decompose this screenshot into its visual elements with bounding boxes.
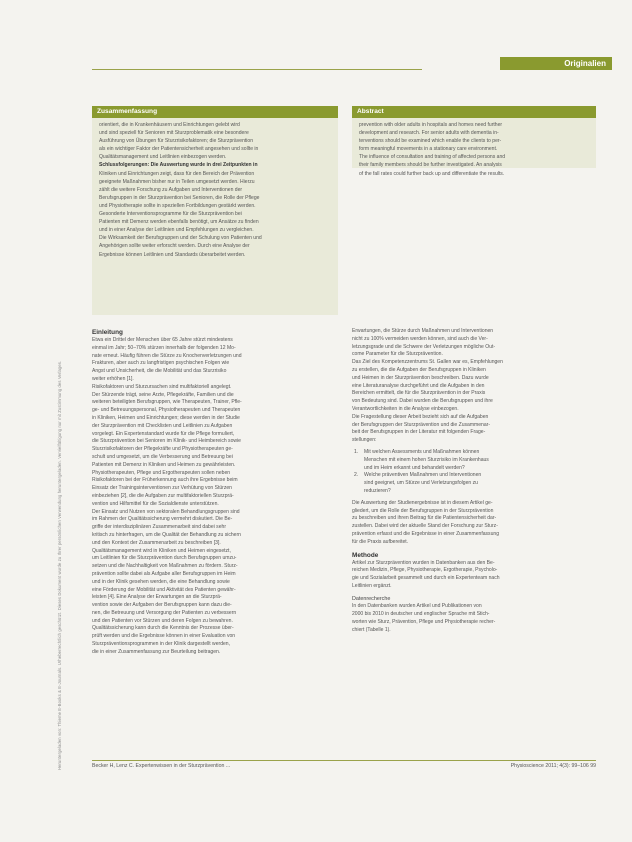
body-line: Erwartungen, die Stürze durch Maßnahmen und Interventionen: [352, 328, 494, 334]
body-line: nicht zu 100% vermeiden werden können, sind auch die Ver-: [352, 335, 488, 342]
left-column: [92, 328, 336, 657]
body-line: nate erneut. Häufig führen die Stürze zu Knochenverletzungen und: [92, 352, 242, 359]
body-line: Einsatz der Trainingsinterventionen zur Verhütung von Stürzen: [92, 485, 232, 492]
question-line: sind geeignet, um Stürze und Verletzungsfolgen zu: [364, 480, 478, 487]
zusammenfassung-body: [92, 118, 338, 315]
zusammenfassung-line: Qualitätsmanagement und Leitlinien einbezogen werden.: [99, 154, 227, 161]
abstract-line: prevention with older adults in hospitals and homes need further: [359, 122, 503, 128]
abstract-line: their family members should be further investigated. An analysis: [359, 162, 502, 169]
question-number: 1.: [354, 448, 359, 455]
zusammenfassung-line: Angehörigen sollte weiter erforscht werden. Durch eine Analyse der: [99, 243, 250, 250]
body-line: die Sturzprävention bei Senioren im Klinik- und Heimbereich sowie: [92, 438, 241, 445]
body-line: vention sowie der Aufgaben der Berufsgruppen kann dazu die-: [92, 602, 232, 609]
body-line: einmal im Jahr; 50–70% stürzen innerhalb der folgenden 12 Mo-: [92, 344, 236, 351]
body-line: Physiotherapeuten, Pflege und Ergotherapeuten sollen neben: [92, 469, 231, 476]
body-line: vorgelegt. Ein Expertenstandard wurde für die Pflege formuliert,: [92, 430, 235, 437]
body-line: Frakturen, aber auch zu langfristigen psychischen Folgen wie: [92, 360, 230, 367]
zusammenfassung-line: Berufsgruppen in der Sturzprävention bei Senioren, die Rolle der Pflege: [99, 194, 260, 201]
body-line: und den Kontext der Zusammenarbeit zu beschreiben [3].: [92, 539, 221, 546]
body-line: im Rahmen der Qualitätssicherung vermehrt diskutiert. Die Be-: [92, 516, 233, 523]
body-line: Qualitätsmanagement wird in Kliniken und Heimen eingesetzt,: [92, 547, 231, 554]
question-line: und im Heim erkannt und behandelt werden?: [364, 464, 465, 471]
question-line: reduzieren?: [364, 487, 391, 494]
datenrecherche-heading: Datenrecherche: [352, 595, 391, 602]
body-line: prävention erfasst und die Ergebnisse in einer Zusammenfassung: [352, 530, 500, 537]
zusammenfassung-line: und Physiotherapie sollte in speziellen Fortbildungen gestärkt werden.: [99, 202, 256, 209]
abstract-title: Abstract: [352, 106, 596, 118]
question-item: [352, 472, 596, 495]
body-line: Artikel zur Sturzprävention wurden in Datenbanken aus den Be-: [352, 559, 495, 566]
abstract-line: of the fall rates could further back up and differentiate the results.: [359, 170, 505, 177]
body-line: reichen Medizin, Pflege, Physiotherapie, Ergotherapie, Psycholo-: [352, 567, 498, 574]
abstract-line: development and research. For senior adults with dementia in-: [359, 130, 499, 137]
body-line: Angst und Unsicherheit, die die Mobilität und das Sturzrisiko: [92, 368, 227, 375]
question-text: [364, 472, 481, 495]
body-line: Verantwortlichkeiten in die Analyse einbezogen.: [352, 405, 459, 412]
body-line: vention und Hilfsmittel für die Sozialdienste unterstützen.: [92, 500, 219, 507]
body-line: zu beschreiben und ihren Beitrag für die Patientensicherheit dar-: [352, 515, 497, 522]
body-line: der Sturzprävention mit Checklisten und Leitlinien zu Aufgaben: [92, 422, 233, 429]
body-line: weiter erhöhen [1].: [92, 375, 134, 382]
body-line: leisten [4]. Eine Analyse der Erwartungen an die Sturzprä-: [92, 594, 222, 601]
body-line: in Kliniken, Heimen und Einrichtungen; diese werden in der Studie: [92, 414, 240, 421]
body-line: Sturzpräventionsprogrammen in der Klinik dargestellt werden,: [92, 641, 231, 648]
abstract-line: The influence of consultation and training of affected persons and: [359, 154, 506, 161]
zusammenfassung-line: Die Wirksamkeit der Berufsgruppen und der Schulung von Patienten und: [99, 235, 262, 242]
zusammenfassung-line: und sind speziell für Senioren mit Sturzproblematik eine besondere: [99, 130, 249, 137]
abstract-body: [352, 118, 596, 177]
body-line: und den Patienten vor Stürzen und deren Folgen zu bewahren.: [92, 617, 233, 624]
zusammenfassung-line: Patienten mit Demenz werden ebenfalls benötigt, um Ansätze zu finden: [99, 219, 259, 226]
body-line: Die Fragestellung dieser Arbeit bezieht sich auf die Aufgaben: [352, 413, 489, 420]
top-rule: [92, 69, 422, 70]
body-line: Bereichen ermittelt, die für die Sturzprävention in der Praxis: [352, 390, 486, 397]
body-line: In den Datenbanken wurden Artikel und Publikationen von: [352, 603, 482, 610]
question-item: [352, 449, 596, 472]
einleitung-heading: Einleitung: [92, 329, 123, 336]
body-line: chiert (Tabelle 1).: [352, 626, 391, 633]
body-line: zu erstellen, die die Aufgaben der Berufsgruppen in Kliniken: [352, 366, 486, 373]
body-line: Etwa ein Drittel der Menschen über 65 Jahre stürzt mindestens: [92, 337, 233, 343]
zusammenfassung-box: [92, 106, 338, 315]
footer-journal-page: Physioscience 2011; 4(3): 99–106 99: [510, 763, 596, 769]
question-line: Mit welchen Assessments und Maßnahmen können: [364, 448, 480, 455]
body-line: eine Förderung der Mobilität und Aktivität des Patienten gewähr-: [92, 586, 236, 593]
footer-citation: Becker H, Lenz C. Expertenwissen in der Sturzprävention ...: [92, 763, 231, 769]
body-line: Die Auswertung der Studienergebnisse ist in diesem Artikel ge-: [352, 499, 493, 506]
zusammenfassung-title: Zusammenfassung: [92, 106, 338, 118]
question-line: Menschen mit einem hohen Sturzrisiko im Krankenhaus: [364, 456, 489, 463]
question-text: [364, 449, 489, 472]
question-number: 2.: [354, 472, 359, 479]
body-line: und Heimen in der Sturzprävention beschreiben. Dazu wurde: [352, 374, 489, 381]
body-line: Risikofaktoren und Sturzursachen sind multifaktoriell angelegt.: [92, 383, 232, 390]
body-line: für die Praxis aufbereitet.: [352, 538, 409, 545]
body-line: eine Literaturanalyse durchgeführt und die Aufgaben in den: [352, 382, 485, 389]
body-line: Das Ziel des Kompetenzzentrums St. Gallen war es, Empfehlungen: [352, 359, 503, 366]
body-line: setzen und die Nachhaltigkeit von Maßnahmen zu fördern. Sturz-: [92, 563, 238, 570]
body-line: kritisch zu hinterfragen, um die Qualität der Behandlung zu sichern: [92, 531, 241, 538]
abstract-line: terventions should be examined which enable the clients to per-: [359, 138, 502, 145]
body-line: Sturzrisikofaktoren der Pflegekräfte und Physiotherapeuten ge-: [92, 446, 233, 453]
body-line: weiteren beteiligten Berufsgruppen, wie Therapeuten, Trainer, Pfle-: [92, 399, 242, 406]
body-line: nen, die Betreuung und Versorgung der Patienten zu verbessern: [92, 609, 237, 616]
body-line: letzungsgrade und die Schwere der Verletzungen mögliche Out-: [352, 343, 496, 350]
body-line: einbeziehen [2], die die Aufgaben zur multifaktoriellen Sturzprä-: [92, 492, 234, 499]
abstract-line: form meaningful movements in a stationary care environment.: [359, 146, 498, 153]
methode-heading: Methode: [352, 551, 379, 559]
body-line: zustellen. Dabei wird der aktuelle Stand der Forschung zur Sturz-: [352, 523, 498, 530]
body-line: Der Stürzende trägt, seine Ärzte, Pflegekräfte, Familien und die: [92, 391, 234, 398]
footer-rule: [92, 760, 596, 761]
zusammenfassung-line: Ergebnisse können Leitlinien und Standards überarbeitet werden.: [99, 251, 246, 258]
zusammenfassung-line: und in einer Analyse der Leitlinien und Empfehlungen zu vergleichen.: [99, 227, 254, 234]
body-line: 2000 bis 2010 in deutscher und englischer Sprache mit Stich-: [352, 611, 490, 617]
body-line: Leitlinien ergänzt.: [352, 582, 392, 589]
body-line: Qualitätssicherung kann durch die Kenntnis der Prozesse über-: [92, 625, 234, 632]
question-line: Welche präventiven Maßnahmen und Interventionen: [364, 472, 482, 479]
body-line: prävention sollte dabei als Aufgabe aller Berufsgruppen im Heim: [92, 570, 236, 577]
zusammenfassung-line: Schlussfolgerungen: Die Auswertung wurde in drei Zeitpunkten in: [99, 162, 258, 169]
body-line: der Berufsgruppen der Sturzprävention und die Zusammenar-: [352, 421, 491, 428]
body-line: ge- und Betreuungspersonal, Physiotherapeuten und Therapeuten: [92, 407, 241, 414]
body-line: um Leitlinien für die Sturzprävention durch Berufsgruppen umzu-: [92, 555, 237, 562]
body-line: prüft werden und die Ergebnisse können in einer Evaluation von: [92, 633, 236, 640]
body-line: die in einer Zusammenfassung zur Beurteilung beitragen.: [92, 648, 221, 655]
body-line: Risikofaktoren bei der Früherkennung auch ihre Ergebnisse beim: [92, 477, 238, 484]
body-line: come Parameter für die Sturzprävention.: [352, 351, 443, 358]
section-tab: Originalien: [500, 57, 612, 70]
zusammenfassung-line: zählt die weitere Forschung zu Aufgaben und Interventionen der: [99, 186, 243, 193]
body-line: von Bedeutung sind. Dabei wurden die Berufsgruppen und ihre: [352, 398, 493, 405]
zusammenfassung-line: geeignete Maßnahmen bisher nur in Teilen umgesetzt werden. Hierzu: [99, 178, 255, 185]
body-line: griffe der interdisziplinären Zusammenarbeit sind dabei sehr: [92, 524, 226, 531]
zusammenfassung-line: als ein wichtiger Faktor der Patientensicherheit angesehen und sollte in: [99, 146, 259, 153]
side-copyright-notice: Heruntergeladen von: Thieme E-Books & E-Journals. Urheberrechtlich geschützt. Dieses Dokument wurde zu Ihrer persönlichen Verwendung heruntergeladen. Vervielfältigung nur mit Zustimmung des Verlages.: [57, 360, 62, 770]
zusammenfassung-line: orientiert, die in Krankenhäusern und Einrichtungen gelebt wird: [99, 122, 240, 128]
body-line: gliedert, um die Rolle der Berufsgruppen in der Sturzprävention: [352, 507, 494, 514]
body-line: stellungen:: [352, 437, 377, 444]
zusammenfassung-line: Kliniken und Einrichtungen zeigt, dass für den Bereich der Prävention: [99, 170, 255, 177]
body-line: Der Einsatz und Nutzen von sektoralen Behandlungsgruppen sind: [92, 508, 240, 515]
body-line: gie und Sozialarbeit gesammelt und durch ein Expertenteam nach: [352, 575, 500, 582]
body-line: schult und umgesetzt, um die Verbesserung und Betreuung bei: [92, 453, 233, 460]
zusammenfassung-line: Gesonderte Interventionsprogramme für die Sturzprävention bei: [99, 211, 242, 218]
body-line: worten wie Sturz, Prävention, Pflege und Physiotherapie recher-: [352, 618, 496, 625]
abstract-box: [352, 106, 596, 177]
body-line: beit der Berufsgruppen in der Literatur mit folgenden Frage-: [352, 429, 486, 436]
body-line: Patienten mit Demenz in Kliniken und Heimen zu gewährleisten.: [92, 461, 236, 468]
right-column: [352, 328, 596, 634]
body-line: und in der Klinik gesehen werden, die eine Behandlung sowie: [92, 578, 230, 585]
zusammenfassung-line: Ausführung von Übungen für Sturzrisikofaktoren; die Sturzprävention: [99, 138, 254, 145]
